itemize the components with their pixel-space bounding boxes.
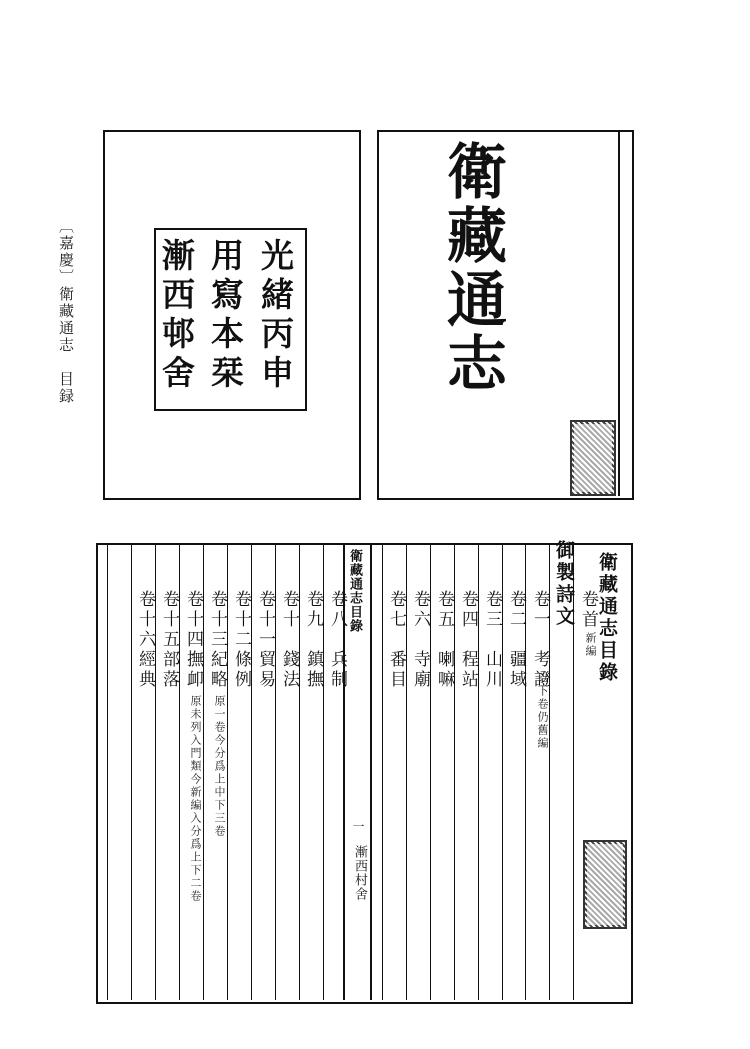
- collector-seal-stamp-icon: [583, 840, 627, 929]
- column-rule: [251, 543, 252, 1000]
- red-seal-stamp-icon: [570, 420, 616, 496]
- toc-entry-note: 以下卷仍舊編: [536, 672, 549, 750]
- title-plate-inner-rule: [618, 130, 620, 496]
- toc-entry-juan-9: 卷九 鎮撫: [303, 590, 323, 690]
- center-page-number: 一: [351, 820, 365, 832]
- center-band-title: 衛藏通志目錄: [347, 549, 362, 633]
- column-rule: [275, 543, 276, 1000]
- toc-entry-juan-6: 卷六 寺廟: [410, 590, 430, 690]
- toc-entry-juan-4: 卷四 程站: [458, 590, 478, 690]
- toc-entry-juan-5: 卷五 喇嘛: [434, 590, 454, 690]
- toc-entry-juan-14: 卷十四撫卹: [183, 590, 203, 690]
- seal-script-title: 衛藏通志: [437, 140, 507, 396]
- toc-entry-note: 原一卷今分爲上中下三卷: [213, 695, 226, 838]
- column-rule: [299, 543, 300, 1000]
- toc-entry-juan-10: 卷十 錢法: [279, 590, 299, 690]
- publication-note-col-2: 用寫本栞: [206, 238, 245, 394]
- toc-entry-juan-11: 卷十一貿易: [255, 590, 275, 690]
- column-rule: [131, 543, 132, 1000]
- fold-line-right: [370, 543, 372, 1000]
- toc-entry-juan-1: 卷一 考證: [530, 590, 550, 690]
- toc-entry-juan-13: 卷十三紀略: [207, 590, 227, 690]
- column-rule: [155, 543, 156, 1000]
- toc-entry-juan-15: 卷十五部落: [159, 590, 179, 690]
- toc-entry-juan-7: 卷七 番目: [386, 590, 406, 690]
- center-studio-name: 漸西村舍: [352, 845, 367, 901]
- column-rule: [502, 543, 503, 1000]
- column-rule: [406, 543, 407, 1000]
- column-rule: [107, 543, 108, 1000]
- toc-entry-juan-3: 卷三 山川: [482, 590, 502, 690]
- toc-entry-note: 原未列入門類今新編入分爲上下二卷: [189, 695, 202, 903]
- toc-entry-juan-16: 卷十六經典: [135, 590, 155, 690]
- column-rule: [203, 543, 204, 1000]
- toc-entry-juan-12: 卷十二條例: [231, 590, 251, 690]
- margin-running-label: 〔嘉慶〕衛藏通志 目録: [57, 218, 75, 405]
- toc-entry-note: 新編: [584, 632, 597, 658]
- publication-note-col-1: 光緒丙申: [256, 238, 295, 394]
- column-rule: [454, 543, 455, 1000]
- toc-entry-juan-2: 卷二 疆域: [506, 590, 526, 690]
- column-rule: [430, 543, 431, 1000]
- column-rule: [478, 543, 479, 1000]
- toc-header: 衛藏通志目錄: [596, 552, 618, 684]
- toc-entry-juan-shou: 卷首: [578, 590, 598, 630]
- imperial-works-heading: 御製詩文: [553, 540, 575, 628]
- column-rule: [382, 543, 383, 1000]
- column-rule: [179, 543, 180, 1000]
- toc-entry-juan-8: 卷八 兵制: [327, 590, 347, 690]
- publication-note-col-3: 漸西邨舍: [157, 238, 196, 394]
- column-rule: [323, 543, 324, 1000]
- column-rule: [227, 543, 228, 1000]
